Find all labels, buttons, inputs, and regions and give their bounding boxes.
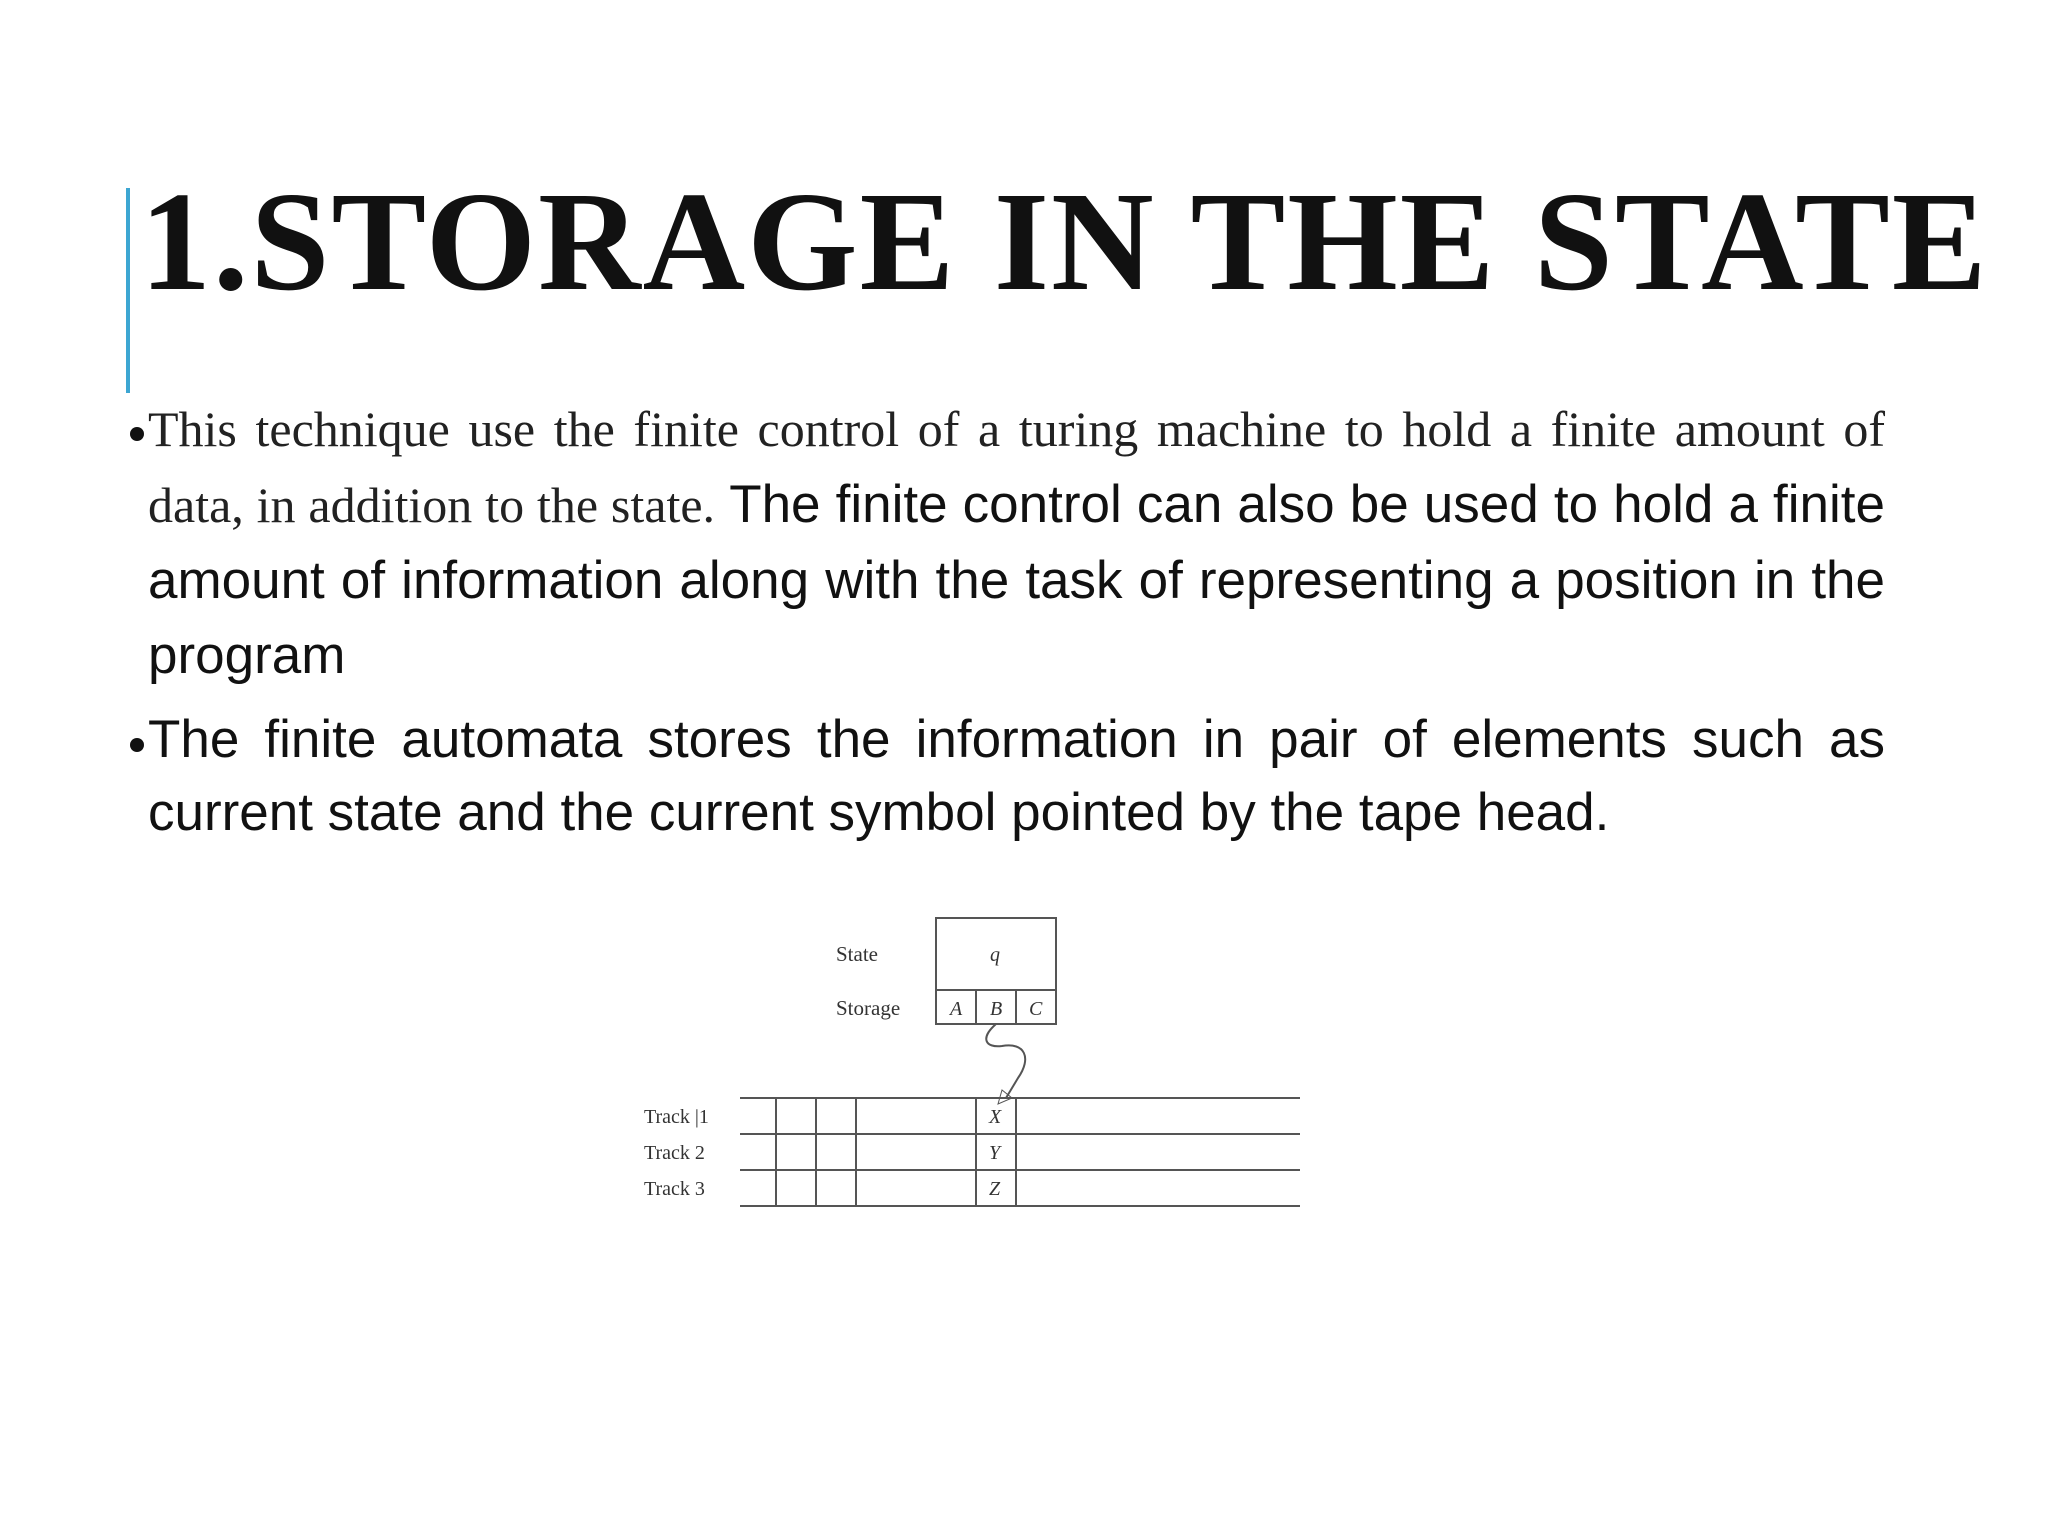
storage-cell-a: A [950, 998, 963, 1020]
track-symbol: X [989, 1106, 1002, 1128]
track-label: Track |1 [644, 1106, 709, 1128]
track-symbol: Z [989, 1178, 1001, 1200]
state-value: q [990, 944, 1000, 966]
bullet-text: The finite automata stores the information in pair of elements such as current state and the current symbol pointed by the tape head. [148, 710, 1885, 842]
bullet-dot [130, 427, 144, 441]
bullet-dot [130, 738, 144, 752]
bullet-text-sans: The finite control can also be used to hold a finite amount of information along with the task of representing a position in the program [148, 475, 1885, 685]
state-label: State [836, 942, 878, 966]
track-label: Track 2 [644, 1142, 705, 1164]
track-symbol: Y [989, 1142, 1001, 1164]
bullet-item [130, 392, 1885, 693]
track-label: Track 3 [644, 1178, 705, 1200]
multi-track-turing-machine-diagram [640, 908, 1320, 1218]
storage-cell-c: C [1029, 998, 1043, 1020]
storage-label: Storage [836, 996, 901, 1020]
slide-body [130, 392, 1885, 849]
bullet-item [130, 703, 1885, 849]
storage-cell-b: B [990, 998, 1003, 1020]
tape-head-pointer [986, 1024, 1025, 1098]
title-accent-bar [126, 188, 130, 393]
slide-title: 1.STORAGE IN THE STATE [140, 162, 1989, 320]
bullet-text-serif: This technique use the finite control of a turing machine to hold a finite amount of data, in addition to the state. [148, 401, 1885, 533]
